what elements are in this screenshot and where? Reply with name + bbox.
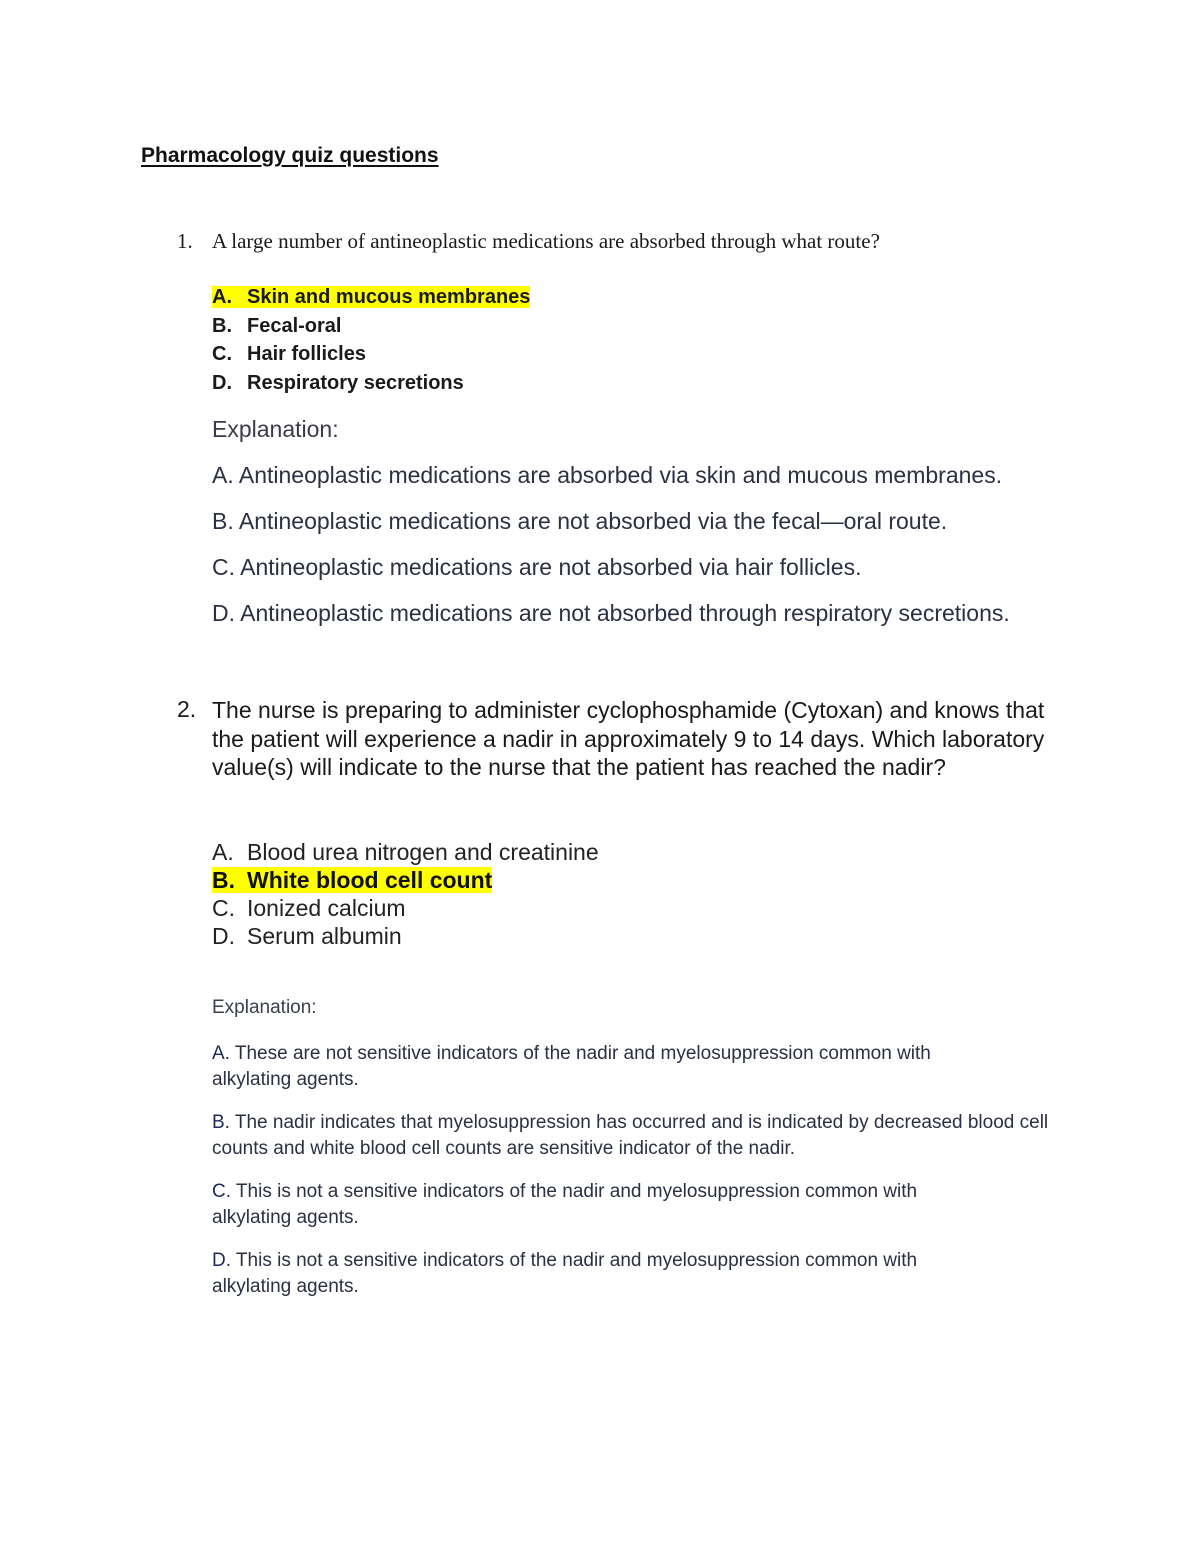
question-2-explanation-a bbox=[212, 1041, 992, 1093]
option-text: Blood urea nitrogen and creatinine bbox=[247, 839, 599, 865]
question-1-explanation-heading: Explanation: bbox=[212, 416, 339, 442]
correct-answer-highlight bbox=[212, 867, 492, 893]
question-2-explanation-b bbox=[212, 1110, 1072, 1162]
question-2-text: The nurse is preparing to administer cyclophosphamide (Cytoxan) and knows that the patient will experience a nadir in approximately 9 to 14 days. Which laboratory value(s) will indicate to the nurse that the patient has reached the nadir? bbox=[212, 697, 1045, 780]
question-1-explanation-d: D. Antineoplastic medications are not absorbed through respiratory secretions. bbox=[212, 600, 1010, 626]
document-title: Pharmacology quiz questions bbox=[141, 144, 439, 167]
question-1-option-d bbox=[212, 370, 464, 397]
option-text: Fecal-oral bbox=[247, 315, 342, 337]
explanation-label: D. bbox=[212, 1250, 231, 1271]
question-1-option-b bbox=[212, 313, 341, 340]
question-2-option-b bbox=[212, 866, 492, 894]
question-1-text: A large number of antineoplastic medications are absorbed through what route? bbox=[212, 229, 880, 253]
option-letter: A. bbox=[212, 286, 232, 308]
explanation-label: B. bbox=[212, 1112, 230, 1133]
option-text: Ionized calcium bbox=[247, 895, 406, 921]
question-1-option-a bbox=[212, 284, 530, 311]
option-letter: A. bbox=[212, 839, 234, 865]
option-letter: C. bbox=[212, 343, 232, 365]
option-letter: B. bbox=[212, 867, 235, 893]
correct-answer-highlight bbox=[212, 286, 530, 308]
explanation-text: The nadir indicates that myelosuppression has occurred and is indicated by decreased blood cell counts and white blood cell counts are sensitive indicator of the nadir. bbox=[212, 1112, 1049, 1159]
option-letter: D. bbox=[212, 923, 235, 949]
option-text: Hair follicles bbox=[247, 343, 366, 365]
question-2-option-d bbox=[212, 922, 402, 950]
question-2-number: 2. bbox=[177, 696, 197, 722]
explanation-text: This is not a sensitive indicators of the nadir and myelosuppression common with alkylating agents. bbox=[212, 1250, 918, 1297]
explanation-text: This is not a sensitive indicators of the nadir and myelosuppression common with alkylating agents. bbox=[212, 1181, 918, 1228]
explanation-label: A. bbox=[212, 1043, 230, 1064]
question-2-option-c bbox=[212, 894, 406, 922]
option-letter: C. bbox=[212, 895, 235, 921]
question-1-explanation-c: C. Antineoplastic medications are not absorbed via hair follicles. bbox=[212, 554, 862, 580]
question-1-explanation-a: A. Antineoplastic medications are absorbed via skin and mucous membranes. bbox=[212, 462, 1003, 488]
question-2-option-a bbox=[212, 838, 599, 866]
option-text: Respiratory secretions bbox=[247, 372, 464, 394]
question-2-explanation-d bbox=[212, 1248, 972, 1300]
explanation-text: These are not sensitive indicators of the nadir and myelosuppression common with alkylating agents. bbox=[212, 1043, 931, 1090]
option-letter: D. bbox=[212, 372, 232, 394]
question-1-explanation-b: B. Antineoplastic medications are not absorbed via the fecal—oral route. bbox=[212, 508, 948, 534]
option-letter: B. bbox=[212, 315, 232, 337]
explanation-label: C. bbox=[212, 1181, 231, 1202]
question-2-explanation-heading: Explanation: bbox=[212, 997, 317, 1018]
option-text: White blood cell count bbox=[247, 867, 493, 893]
option-text: Serum albumin bbox=[247, 923, 402, 949]
question-1-option-c bbox=[212, 341, 366, 368]
question-2-explanation-c bbox=[212, 1179, 972, 1231]
question-1-number: 1. bbox=[177, 229, 193, 253]
option-text: Skin and mucous membranes bbox=[247, 286, 531, 308]
